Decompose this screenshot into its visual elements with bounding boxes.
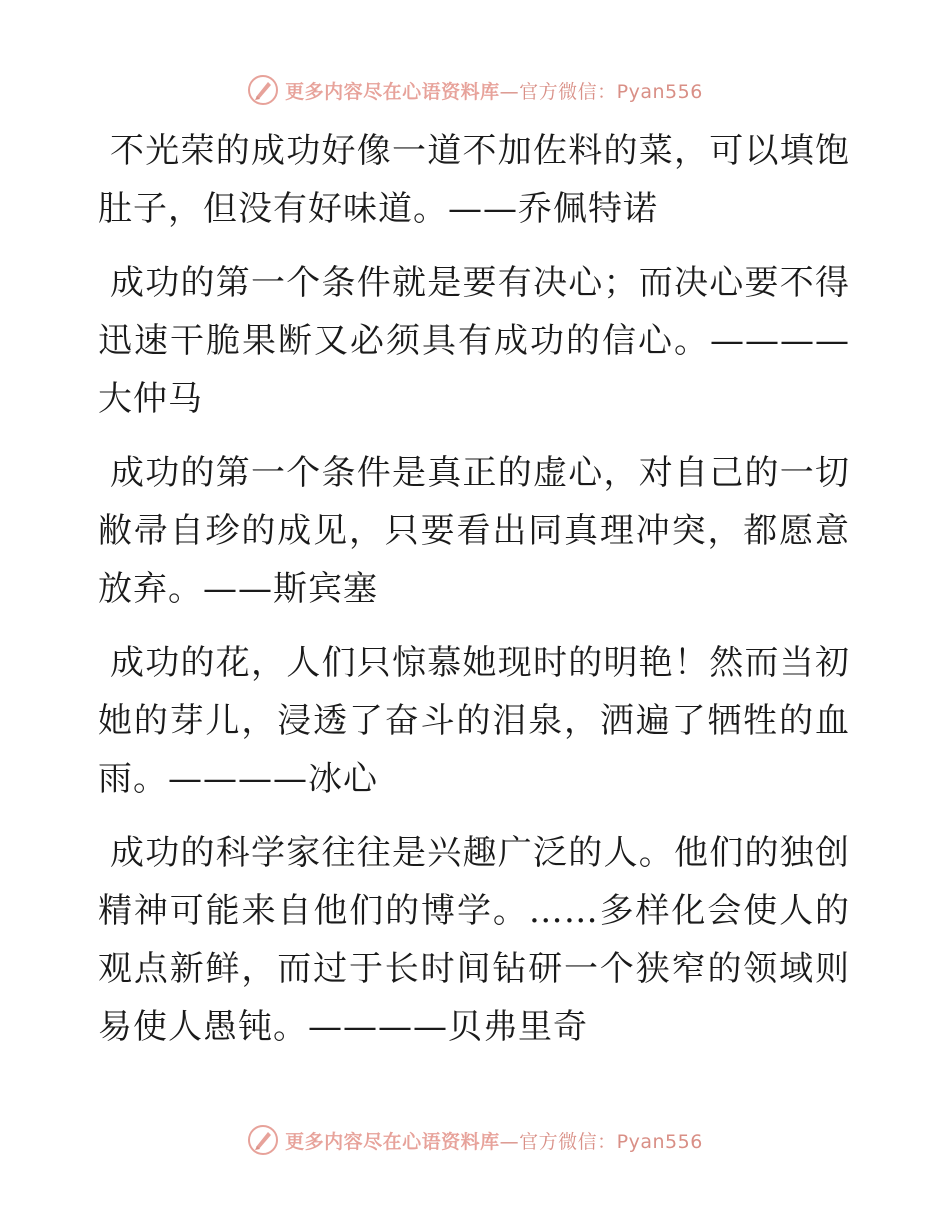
watermark-text — [285, 1127, 703, 1154]
quote-list — [98, 122, 850, 1072]
watermark-separator: — — [499, 80, 520, 103]
watermark-contact-text: 官方微信：Pyan556 — [519, 1130, 703, 1153]
quote-paragraph-1: 不光荣的成功好像一道不加佐料的菜，可以填饱肚子，但没有好味道。——乔佩特诺 — [98, 131, 850, 229]
watermark-text — [285, 77, 703, 104]
quote-paragraph-2: 成功的第一个条件就是要有决心；而决心要不得迅速干脆果断又必须具有成功的信心。————大仲马 — [98, 263, 850, 419]
watermark-separator: — — [499, 1130, 520, 1153]
watermark-main-text: 更多内容尽在心语资料库 — [285, 1130, 500, 1153]
watermark-main-text: 更多内容尽在心语资料库 — [285, 80, 500, 103]
quote-paragraph-5: 成功的科学家往往是兴趣广泛的人。他们的独创精神可能来自他们的博学。……多样化会使人的观点新鲜，而过于长时间钻研一个狭窄的领域则易使人愚钝。————贝弗里奇 — [98, 833, 850, 1047]
watermark-contact-text: 官方微信：Pyan556 — [519, 80, 703, 103]
quote-paragraph-3: 成功的第一个条件是真正的虚心，对自己的一切敝帚自珍的成见，只要看出同真理冲突，都愿意放弃。——斯宾塞 — [98, 453, 850, 609]
footer-watermark — [0, 1120, 950, 1160]
quill-pen-logo-icon — [247, 1124, 279, 1156]
quill-pen-logo-icon — [247, 74, 279, 106]
header-watermark — [0, 70, 950, 110]
quote-paragraph-4: 成功的花，人们只惊慕她现时的明艳！然而当初她的芽儿，浸透了奋斗的泪泉，洒遍了牺牲的血雨。————冰心 — [98, 643, 850, 799]
